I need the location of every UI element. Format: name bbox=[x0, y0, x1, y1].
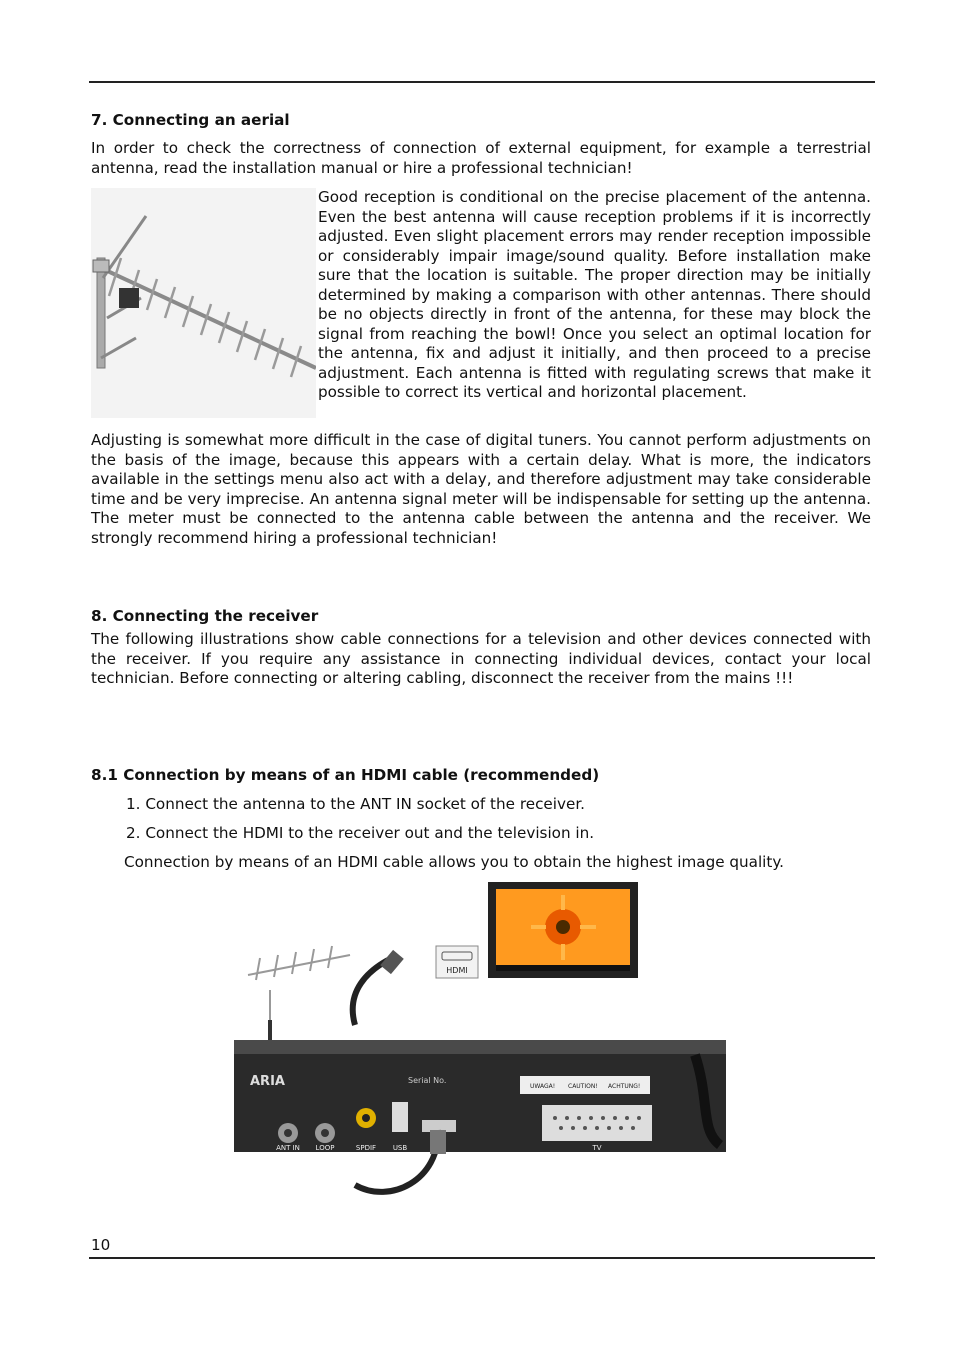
warning-1: UWAGA! bbox=[530, 1083, 556, 1090]
section-8-heading: 8. Connecting the receiver bbox=[91, 607, 319, 625]
section-7-heading: 7. Connecting an aerial bbox=[91, 111, 290, 129]
hdmi-connection-diagram bbox=[230, 880, 730, 1215]
section-8-1-heading: 8.1 Connection by means of an HDMI cable (recommended) bbox=[91, 766, 600, 784]
port-tv: TV bbox=[592, 1144, 602, 1152]
section-8-body: The following illustrations show cable connections for a television and other devices connected with the receiver. If you require any assistance in connecting individual devices, contact your local technician. Before connecting or altering cabling, disconnect the receiver from the mains !!! bbox=[91, 630, 871, 687]
warning-2: CAUTION! bbox=[568, 1083, 598, 1090]
hdmi-label: HDMI bbox=[446, 966, 468, 975]
step-1: 1. Connect the antenna to the ANT IN socket of the receiver. bbox=[126, 795, 585, 813]
section-7-side-text: Good reception is conditional on the precise placement of the antenna. Even the best antenna will cause reception problems if it is incorrectly adjusted. Even slight placement errors may render reception impossible or considerably impair image/sound quality. Before installation make sure that the location is suitable. The proper direction may be initially determined by making a comparison with other antennas. There should be no objects directly in front of the antenna, for these may block the signal from reaching the bowl! Once you select an optimal location for the antenna, fix and adjust it initially, and then proceed to a precise adjustment. Each antenna is fitted with regulating screws that make it possible to correct its vertical and horizontal placement. bbox=[318, 188, 871, 401]
port-loop: LOOP bbox=[315, 1144, 335, 1152]
television-icon bbox=[488, 882, 638, 978]
serial-label: Serial No. bbox=[408, 1076, 447, 1085]
hdmi-note: Connection by means of an HDMI cable allows you to obtain the highest image quality. bbox=[124, 853, 784, 871]
brand-label: ARIA bbox=[250, 1074, 285, 1089]
warning-3: ACHTUNG! bbox=[608, 1083, 641, 1090]
bottom-rule bbox=[89, 1257, 875, 1259]
section-7-adjusting: Adjusting is somewhat more difficult in the case of digital tuners. You cannot perform adjustments on the basis of the image, because this appears with a certain delay. What is more, the indicators available in the settings menu also act with a delay, and therefore adjustment may take considerable time and be very imprecise. An antenna signal meter will be indispensable for setting up the antenna. The meter must be connected to the antenna cable between the antenna and the receiver. We strongly recommend hiring a professional technician! bbox=[91, 431, 871, 547]
section-7-intro: In order to check the correctness of connection of external equipment, for example a terrestrial antenna, read the installation manual or hire a professional technician! bbox=[91, 139, 871, 177]
top-rule bbox=[89, 81, 875, 83]
port-spdif: SPDIF bbox=[355, 1144, 377, 1152]
port-ant-in: ANT IN bbox=[276, 1144, 300, 1152]
step-2: 2. Connect the HDMI to the receiver out and the television in. bbox=[126, 824, 595, 842]
page-number: 10 bbox=[91, 1236, 111, 1254]
antenna-illustration bbox=[91, 188, 316, 418]
port-usb: USB bbox=[392, 1144, 408, 1152]
